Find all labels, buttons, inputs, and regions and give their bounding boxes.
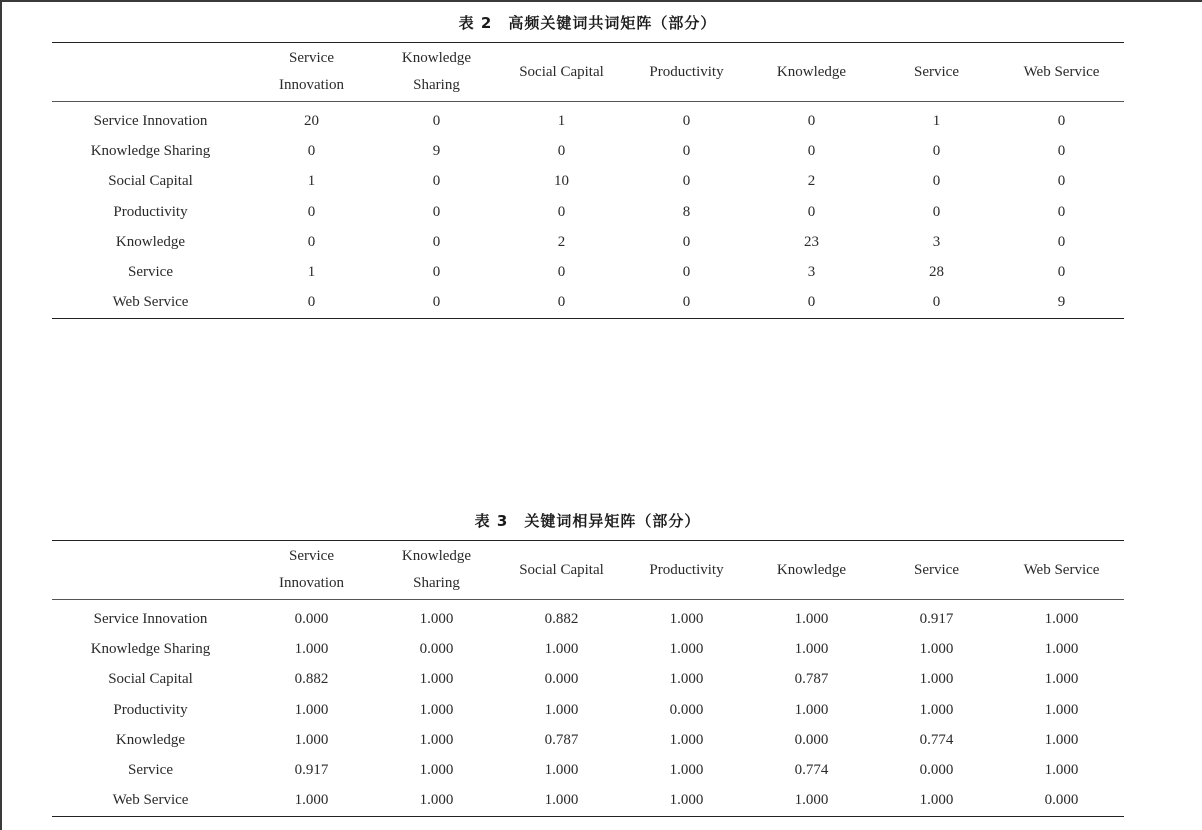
table-row — [52, 600, 1124, 635]
table-3-header-row — [52, 541, 1124, 600]
table-cell: 1.000 — [1044, 640, 1079, 657]
table-cell: 2 — [557, 233, 566, 250]
table-row — [52, 786, 1124, 817]
table-cell: 1.000 — [419, 701, 454, 718]
table-row — [52, 634, 1124, 664]
table-cell: 0 — [682, 112, 691, 129]
column-header: Social Capital — [519, 63, 604, 80]
table-cell: 0.917 — [919, 610, 954, 627]
column-header: Knowledge Sharing — [401, 548, 472, 591]
table-cell: 0.000 — [669, 701, 704, 718]
table-row — [52, 725, 1124, 755]
table-row — [52, 695, 1124, 725]
table-3-caption: 表 3 关键词相异矩阵（部分） — [474, 512, 701, 530]
table-cell: 1.000 — [419, 762, 454, 779]
table-2-corner-cell — [52, 43, 249, 102]
table-cell: 0 — [807, 142, 816, 159]
table-cell: 0 — [1057, 173, 1066, 190]
table-cell: 0 — [932, 173, 941, 190]
table-cell: 1.000 — [544, 640, 579, 657]
row-label: Social Capital — [108, 671, 193, 688]
table-cell: 0 — [432, 203, 441, 220]
row-label: Web Service — [112, 792, 189, 809]
column-header: Knowledge Sharing — [401, 50, 472, 93]
table-cell: 9 — [1057, 294, 1066, 311]
table-cell: 1.000 — [294, 701, 329, 718]
table-cell: 0.000 — [419, 640, 454, 657]
row-label: Social Capital — [108, 173, 193, 190]
table-cell: 1.000 — [794, 610, 829, 627]
column-header: Knowledge — [776, 561, 847, 578]
row-label: Service Innovation — [93, 610, 208, 627]
table-cell: 1.000 — [544, 792, 579, 809]
table-cell: 0.000 — [294, 610, 329, 627]
table-cell: 0.882 — [544, 610, 579, 627]
table-row — [52, 167, 1124, 197]
row-label: Web Service — [112, 294, 189, 311]
table-cell: 0 — [432, 173, 441, 190]
table-cell: 1 — [307, 264, 316, 281]
table-cell: 2 — [807, 173, 816, 190]
table-cell: 1.000 — [544, 701, 579, 718]
table-cell: 1.000 — [419, 731, 454, 748]
table-cell: 0 — [1057, 264, 1066, 281]
table-cell: 1.000 — [919, 671, 954, 688]
scan-edge-left — [0, 0, 2, 830]
table-cell: 1.000 — [669, 610, 704, 627]
table-cell: 0.000 — [794, 731, 829, 748]
table-cell: 0 — [682, 142, 691, 159]
table-cell: 0 — [1057, 203, 1066, 220]
table-cell: 0 — [807, 203, 816, 220]
column-header: Service — [914, 561, 959, 578]
column-header: Productivity — [649, 63, 724, 80]
table-cell: 3 — [932, 233, 941, 250]
column-header: Productivity — [649, 561, 724, 578]
table-row — [52, 257, 1124, 287]
column-header: Web Service — [1023, 63, 1100, 80]
table-cell: 0 — [557, 264, 566, 281]
table-cell: 1.000 — [1044, 671, 1079, 688]
row-label: Productivity — [113, 701, 188, 718]
table-cell: 1.000 — [669, 792, 704, 809]
table-row — [52, 227, 1124, 257]
table-cell: 0.787 — [794, 671, 829, 688]
table-cell: 9 — [432, 142, 441, 159]
table-cell: 23 — [804, 233, 819, 250]
table-cell: 0 — [807, 294, 816, 311]
table-cell: 28 — [929, 264, 944, 281]
row-label: Productivity — [113, 203, 188, 220]
table-cell: 0 — [1057, 233, 1066, 250]
table-cell: 0 — [1057, 142, 1066, 159]
table-cell: 1.000 — [419, 671, 454, 688]
table-cell: 0.000 — [544, 671, 579, 688]
table-cell: 0 — [932, 142, 941, 159]
table-row — [52, 197, 1124, 227]
table-cell: 1.000 — [669, 671, 704, 688]
column-header: Social Capital — [519, 561, 604, 578]
table-row — [52, 755, 1124, 785]
table-cell: 0.000 — [919, 762, 954, 779]
table-2-header-row — [52, 43, 1124, 102]
table-cell: 0 — [432, 233, 441, 250]
table-cell: 1.000 — [669, 640, 704, 657]
table-cell: 0.000 — [1044, 792, 1079, 809]
table-cell: 0 — [807, 112, 816, 129]
table-cell: 20 — [304, 112, 319, 129]
table-cell: 0 — [932, 203, 941, 220]
table-cell: 0 — [307, 203, 316, 220]
row-label: Knowledge — [115, 233, 186, 250]
table-cell: 0 — [307, 142, 316, 159]
row-label: Knowledge Sharing — [90, 640, 211, 657]
table-cell: 0.774 — [794, 762, 829, 779]
table-cell: 0 — [557, 294, 566, 311]
table-cell: 1.000 — [919, 792, 954, 809]
table-cell: 3 — [807, 264, 816, 281]
table-cell: 1.000 — [419, 610, 454, 627]
table-cell: 1.000 — [919, 640, 954, 657]
table-cell: 0 — [1057, 112, 1066, 129]
table-cell: 0 — [682, 233, 691, 250]
table-cell: 0 — [307, 294, 316, 311]
column-header: Web Service — [1023, 561, 1100, 578]
table-cell: 0 — [557, 203, 566, 220]
row-label: Knowledge Sharing — [90, 142, 211, 159]
table-cell: 0 — [682, 173, 691, 190]
table-row — [52, 665, 1124, 695]
column-header: Service Innovation — [279, 50, 344, 93]
table-cell: 1 — [307, 173, 316, 190]
row-label: Service — [128, 264, 173, 281]
table-3-corner-cell — [52, 541, 249, 600]
table-cell: 8 — [682, 203, 691, 220]
table-cell: 0 — [432, 112, 441, 129]
table-cell: 1.000 — [294, 792, 329, 809]
table-cell: 1.000 — [669, 731, 704, 748]
table-cell: 0 — [307, 233, 316, 250]
table-cell: 1.000 — [794, 701, 829, 718]
table-cell: 1.000 — [919, 701, 954, 718]
column-header: Service Innovation — [279, 548, 344, 591]
table-cell: 1.000 — [294, 731, 329, 748]
table-2-caption: 表 2 高频关键词共词矩阵（部分） — [458, 14, 717, 32]
table-3-block — [52, 508, 1123, 817]
table-cell: 0.882 — [294, 671, 329, 688]
table-cell: 10 — [554, 173, 569, 190]
table-2 — [52, 42, 1124, 319]
table-cell: 1.000 — [794, 640, 829, 657]
scan-edge-top — [0, 0, 1202, 2]
table-cell: 0 — [432, 294, 441, 311]
table-cell: 1 — [932, 112, 941, 129]
row-label: Service Innovation — [93, 112, 208, 129]
table-cell: 1.000 — [1044, 610, 1079, 627]
table-row — [52, 288, 1124, 319]
table-cell: 0 — [932, 294, 941, 311]
table-cell: 1.000 — [794, 792, 829, 809]
table-cell: 0.787 — [544, 731, 579, 748]
table-cell: 1.000 — [294, 640, 329, 657]
table-cell: 1 — [557, 112, 566, 129]
row-label: Service — [128, 762, 173, 779]
column-header: Knowledge — [776, 63, 847, 80]
table-cell: 1.000 — [1044, 701, 1079, 718]
table-cell: 0 — [432, 264, 441, 281]
row-label: Knowledge — [115, 731, 186, 748]
table-cell: 1.000 — [1044, 731, 1079, 748]
table-row — [52, 102, 1124, 137]
table-cell: 0 — [682, 294, 691, 311]
table-3 — [52, 540, 1124, 817]
table-2-block — [52, 10, 1123, 319]
table-row — [52, 136, 1124, 166]
table-cell: 1.000 — [1044, 762, 1079, 779]
table-cell: 0 — [557, 142, 566, 159]
table-cell: 0 — [682, 264, 691, 281]
table-cell: 0.917 — [294, 762, 329, 779]
table-cell: 1.000 — [419, 792, 454, 809]
table-cell: 0.774 — [919, 731, 954, 748]
table-cell: 1.000 — [669, 762, 704, 779]
column-header: Service — [914, 63, 959, 80]
table-cell: 1.000 — [544, 762, 579, 779]
